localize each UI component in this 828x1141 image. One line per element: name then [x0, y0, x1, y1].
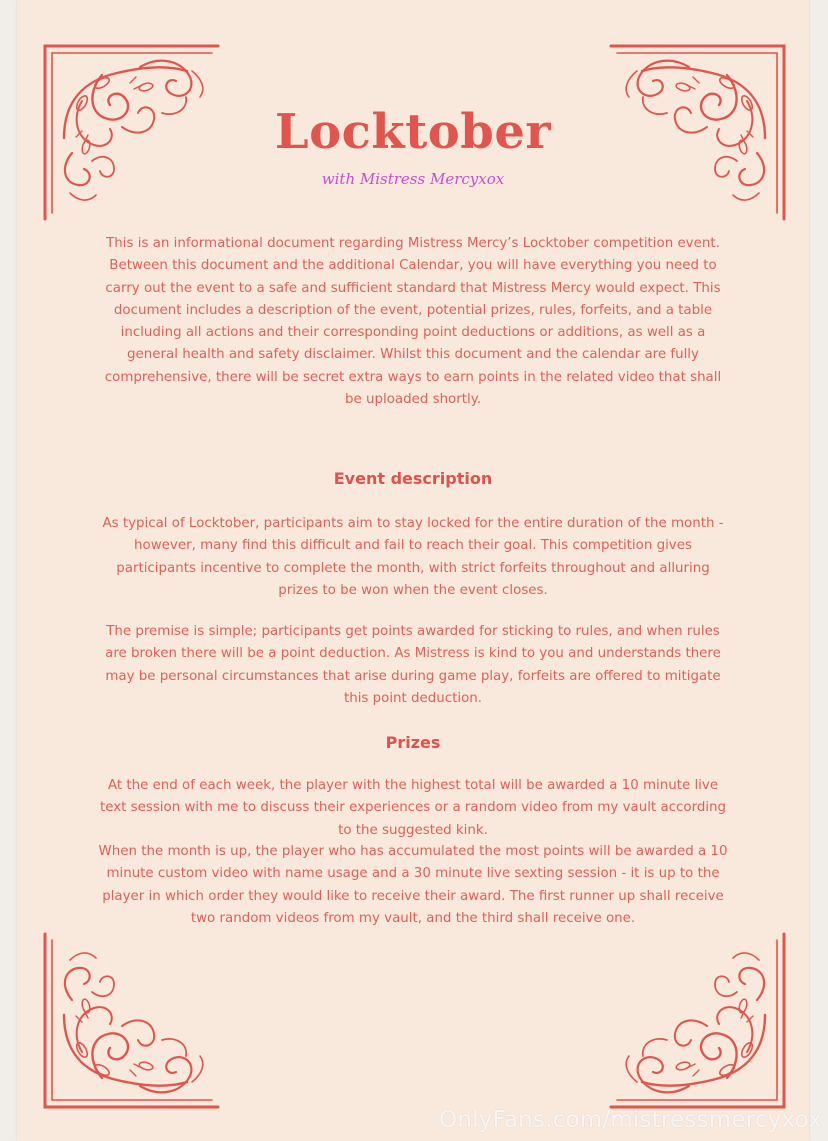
intro-paragraph: This is an informational document regarding Mistress Mercy’s Locktober competition event. Between this document and the additional Calendar, you will have everything you need to carry out the event to a safe and sufficient standard that Mistress Mercy would expect. This document includes a description of the event, potential prizes, rules, forfeits, and a table including all actions and their corresponding point deductions or additions, as well as a general health and safety disclaimer. Whilst this document and the calendar are fully comprehensive, there will be secret extra ways to earn points in the related video that shall be uploaded shortly. — [104, 236, 722, 408]
watermark-text: OnlyFans.com/mistressmercyxox — [439, 1107, 822, 1133]
document-title: Locktober — [274, 104, 552, 160]
event-description-heading: Event description — [333, 469, 493, 488]
document-page — [17, 0, 809, 1141]
event-description-paragraph-2: The premise is simple; participants get points awarded for sticking to rules, and when rules are broken there will be a point deduction. As Mistress is kind to you and understands there may be personal circumstances that arise during game play, forfeits are offered to mitigate this point deduction. — [105, 624, 721, 706]
event-description-paragraph-1: As typical of Locktober, participants aim to stay locked for the entire duration of the month - however, many find this difficult and fail to reach their goal. This competition gives participants incentive to complete the month, with strict forfeits throughout and alluring prizes to be won when the event closes. — [102, 516, 724, 598]
prizes-heading: Prizes — [385, 733, 441, 752]
corner-ornament-icon — [42, 930, 222, 1110]
prizes-paragraph-2: When the month is up, the player who has accumulated the most points will be awarded a 10 minute custom video with name usage and a 30 minute live sexting session - it is up to the player in which order they would like to receive their award. The first runner up shall receive two random videos from my vault, and the third shall receive one. — [98, 844, 728, 926]
document-subtitle: with Mistress Mercyxox — [321, 170, 505, 188]
corner-ornament-icon — [607, 930, 787, 1110]
prizes-paragraph-1: At the end of each week, the player with the highest total will be awarded a 10 minute live text session with me to discuss their experiences or a random video from my vault according to the suggested kink. — [99, 778, 727, 838]
